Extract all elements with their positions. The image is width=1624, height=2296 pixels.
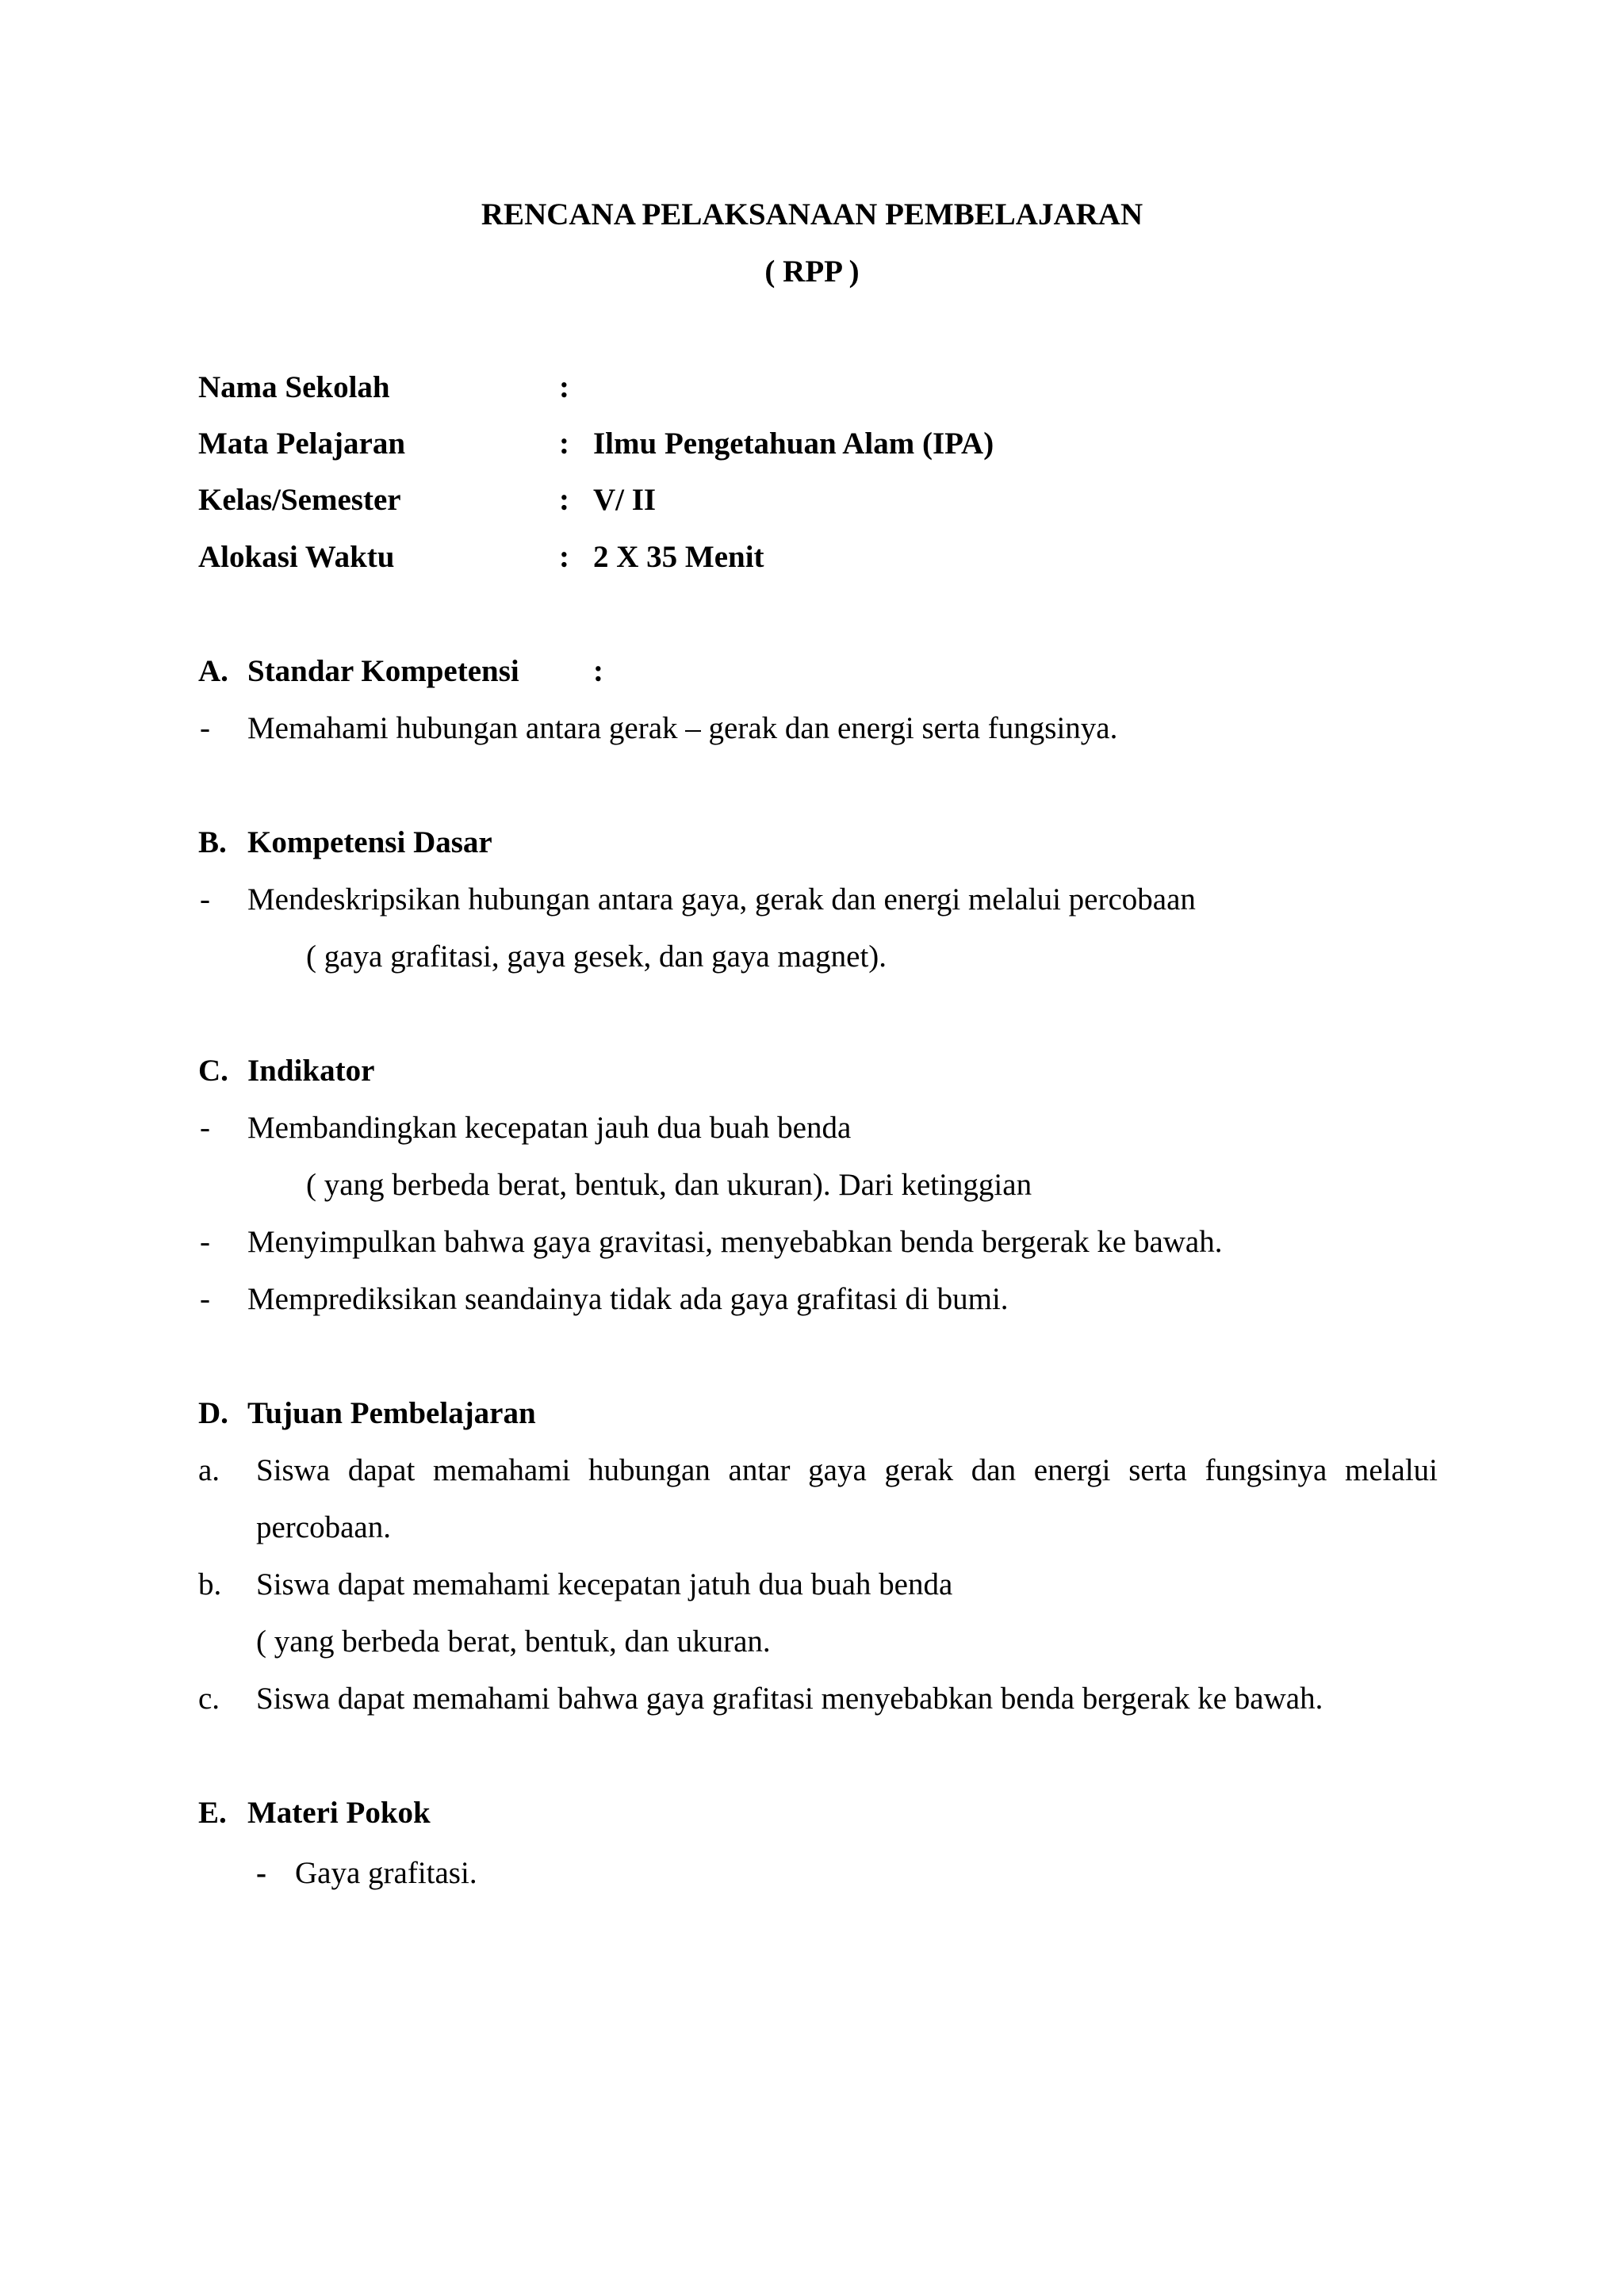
list-bullet: c. <box>198 1682 220 1716</box>
list-bullet: - <box>200 1282 210 1316</box>
section-heading: Indikator <box>247 1054 375 1088</box>
list-item: Siswa dapat memahami hubungan antar gaya gerak dan energi serta fungsinya melalui <box>256 1453 1438 1487</box>
list-bullet: a. <box>198 1453 220 1487</box>
section-heading: Tujuan Pembelajaran <box>247 1396 536 1430</box>
identity-colon: : <box>559 427 569 461</box>
list-bullet: - <box>200 1111 210 1145</box>
list-item: Gaya grafitasi. <box>295 1856 477 1890</box>
section-heading-colon: : <box>593 654 603 688</box>
section-heading: Standar Kompetensi <box>247 654 519 688</box>
identity-label: Mata Pelajaran <box>198 427 406 461</box>
document-title: RENCANA PELAKSANAAN PEMBELAJARAN <box>481 197 1143 232</box>
identity-label: Kelas/Semester <box>198 483 401 517</box>
list-item-continuation: ( yang berbeda berat, bentuk, dan ukuran. <box>256 1624 771 1659</box>
list-item: Membandingkan kecepatan jauh dua buah benda <box>247 1111 852 1145</box>
document-subtitle: ( RPP ) <box>764 254 860 289</box>
list-item-continuation: ( yang berbeda berat, bentuk, dan ukuran). Dari ketinggian <box>306 1168 1032 1202</box>
section-letter: C. <box>198 1054 228 1088</box>
identity-colon: : <box>559 370 569 404</box>
list-item: Siswa dapat memahami bahwa gaya grafitasi menyebabkan benda bergerak ke bawah. <box>256 1682 1323 1716</box>
section-letter: D. <box>198 1396 228 1430</box>
section-heading: Materi Pokok <box>247 1796 431 1830</box>
identity-value: V/ II <box>593 483 657 517</box>
section-letter: A. <box>198 654 228 688</box>
list-bullet: b. <box>198 1567 222 1601</box>
list-item: Siswa dapat memahami kecepatan jatuh dua buah benda <box>256 1567 953 1601</box>
section-letter: B. <box>198 825 227 859</box>
identity-value: Ilmu Pengetahuan Alam (IPA) <box>593 427 994 461</box>
identity-label: Alokasi Waktu <box>198 540 395 574</box>
list-item: Menyimpulkan bahwa gaya gravitasi, menyebabkan benda bergerak ke bawah. <box>247 1225 1223 1259</box>
list-item: Memprediksikan seandainya tidak ada gaya grafitasi di bumi. <box>247 1282 1009 1316</box>
identity-colon: : <box>559 540 569 574</box>
list-bullet: - <box>200 1225 210 1259</box>
list-bullet: - <box>200 882 210 916</box>
section-letter: E. <box>198 1796 227 1830</box>
identity-value: 2 X 35 Menit <box>593 540 764 574</box>
list-item-continuation: percobaan. <box>256 1510 391 1544</box>
section-heading: Kompetensi Dasar <box>247 825 492 859</box>
identity-colon: : <box>559 483 569 517</box>
list-bullet: - <box>256 1856 266 1890</box>
list-item: Mendeskripsikan hubungan antara gaya, gerak dan energi melalui percobaan <box>247 882 1196 916</box>
list-item-continuation: ( gaya grafitasi, gaya gesek, dan gaya magnet). <box>306 939 887 974</box>
list-bullet: - <box>200 711 210 745</box>
list-item: Memahami hubungan antara gerak – gerak dan energi serta fungsinya. <box>247 711 1118 745</box>
identity-label: Nama Sekolah <box>198 370 390 404</box>
